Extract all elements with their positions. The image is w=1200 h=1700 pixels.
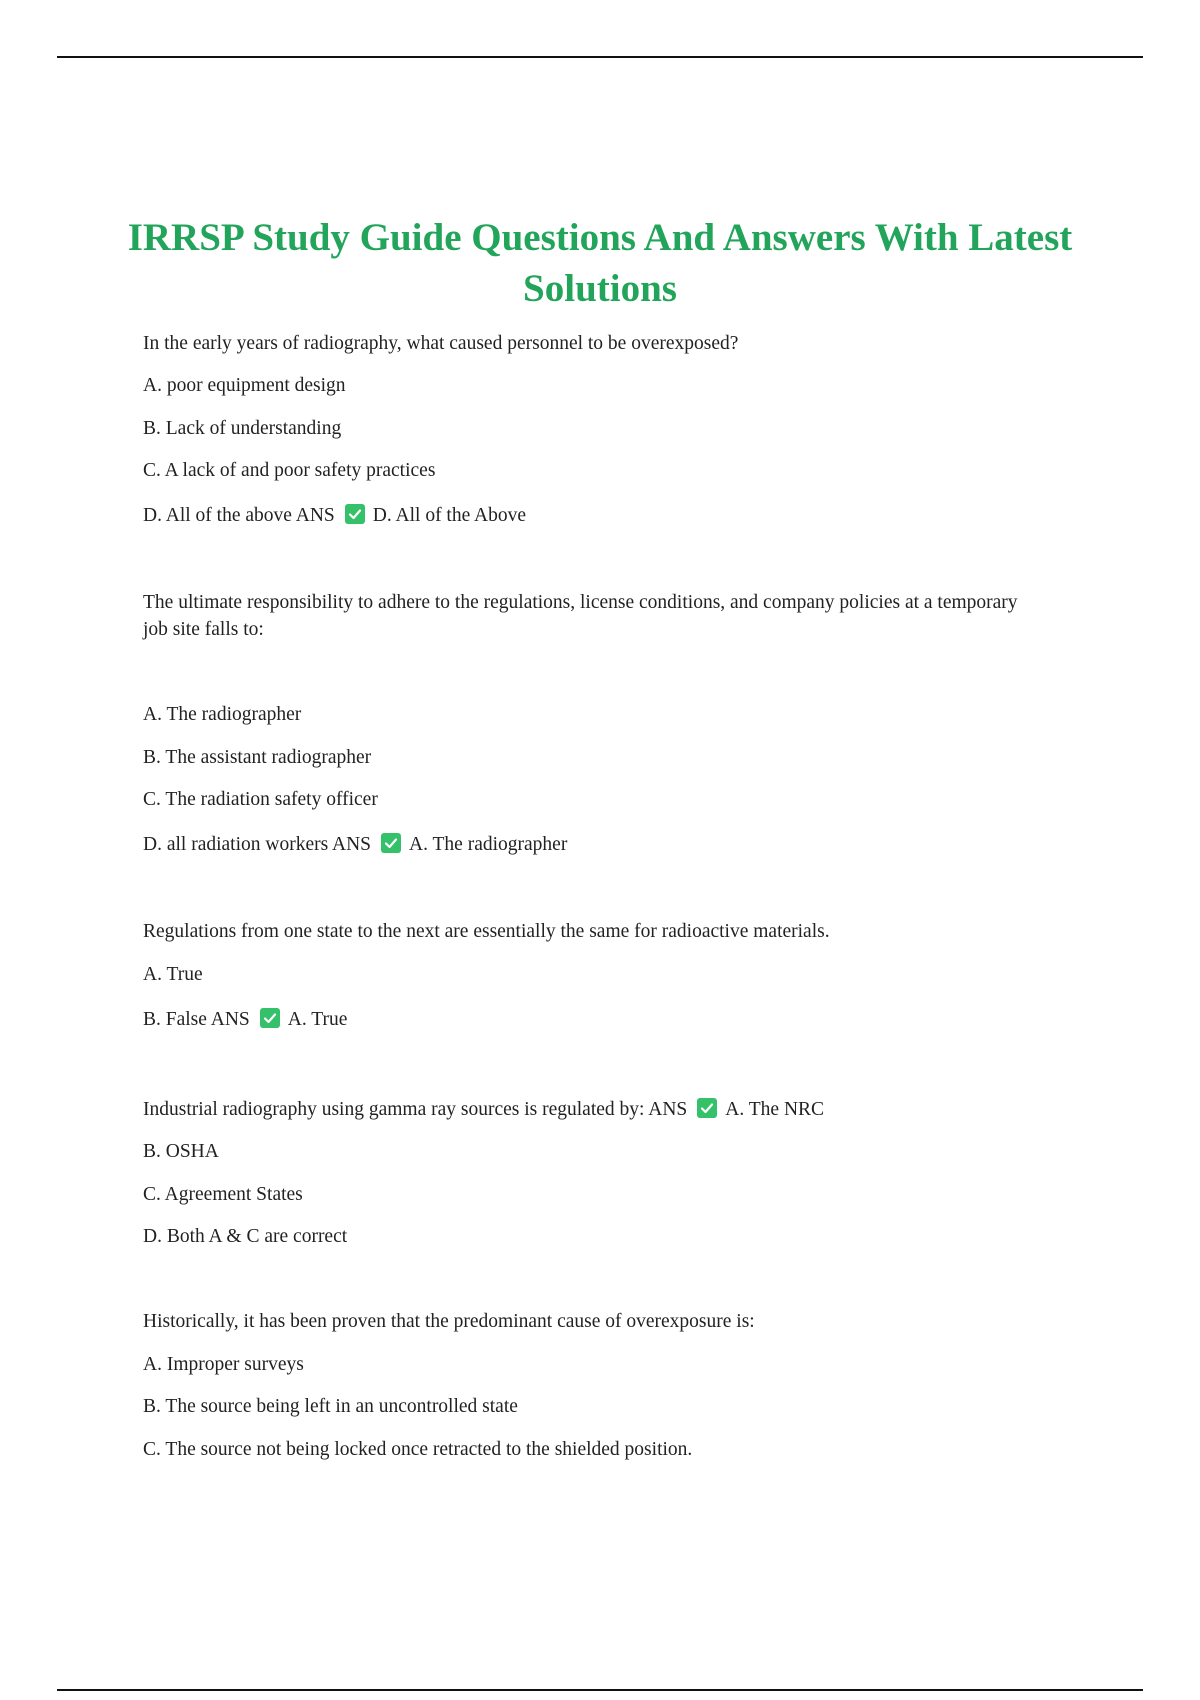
question-5-option-c: C. The source not being locked once retracted to the shielded position. [143, 1439, 693, 1460]
question-1-option-c: C. A lack of and poor safety practices [143, 460, 436, 481]
question-2-prompt: The ultimate responsibility to adhere to the regulations, license conditions, and company policies at a temporary job site falls to: [143, 592, 1018, 640]
option-text: D. all radiation workers [143, 834, 329, 855]
question-5-option-b: B. The source being left in an uncontrolled state [143, 1396, 518, 1417]
question-2-option-c: C. The radiation safety officer [143, 789, 378, 810]
question-1-prompt: In the early years of radiography, what caused personnel to be overexposed? [143, 333, 739, 354]
checkmark-icon [345, 504, 365, 524]
option-text: B. False [143, 1009, 207, 1030]
ans-marker: ANS [648, 1099, 688, 1120]
prompt-text: Industrial radiography using gamma ray sources is regulated by: [143, 1099, 645, 1120]
answer-text: A. True [287, 1009, 348, 1030]
question-4-option-b: B. OSHA [143, 1141, 219, 1162]
document-title: IRRSP Study Guide Questions And Answers With Latest Solutions [127, 216, 1073, 310]
question-3-option-b-answer [143, 1006, 1043, 1033]
question-5-prompt: Historically, it has been proven that the predominant cause of overexposure is: [143, 1311, 755, 1332]
question-3-prompt: Regulations from one state to the next are essentially the same for radioactive materials. [143, 921, 830, 942]
answer-text: D. All of the Above [372, 505, 527, 526]
answer-text: A. The NRC [725, 1099, 825, 1120]
question-4-option-d: D. Both A & C are correct [143, 1226, 348, 1247]
question-2-option-b: B. The assistant radiographer [143, 747, 372, 768]
option-text: D. All of the above [143, 505, 292, 526]
question-1-option-d-answer [143, 502, 1043, 529]
ans-marker: ANS [332, 834, 372, 855]
answer-text: A. The radiographer [409, 834, 568, 855]
header-rule [57, 56, 1143, 58]
checkmark-icon [381, 833, 401, 853]
question-5-option-a: A. Improper surveys [143, 1354, 304, 1375]
checkmark-icon [697, 1098, 717, 1118]
question-2-option-d-answer [143, 831, 1043, 858]
question-3-option-a: A. True [143, 964, 203, 985]
question-4-prompt-answer [143, 1096, 1043, 1123]
question-1-option-b: B. Lack of understanding [143, 418, 342, 439]
checkmark-icon [260, 1008, 280, 1028]
ans-marker: ANS [210, 1009, 250, 1030]
footer-rule [57, 1689, 1143, 1691]
question-4-option-c: C. Agreement States [143, 1184, 303, 1205]
question-1-option-a: A. poor equipment design [143, 375, 346, 396]
question-2-option-a: A. The radiographer [143, 704, 302, 725]
ans-marker: ANS [295, 505, 335, 526]
